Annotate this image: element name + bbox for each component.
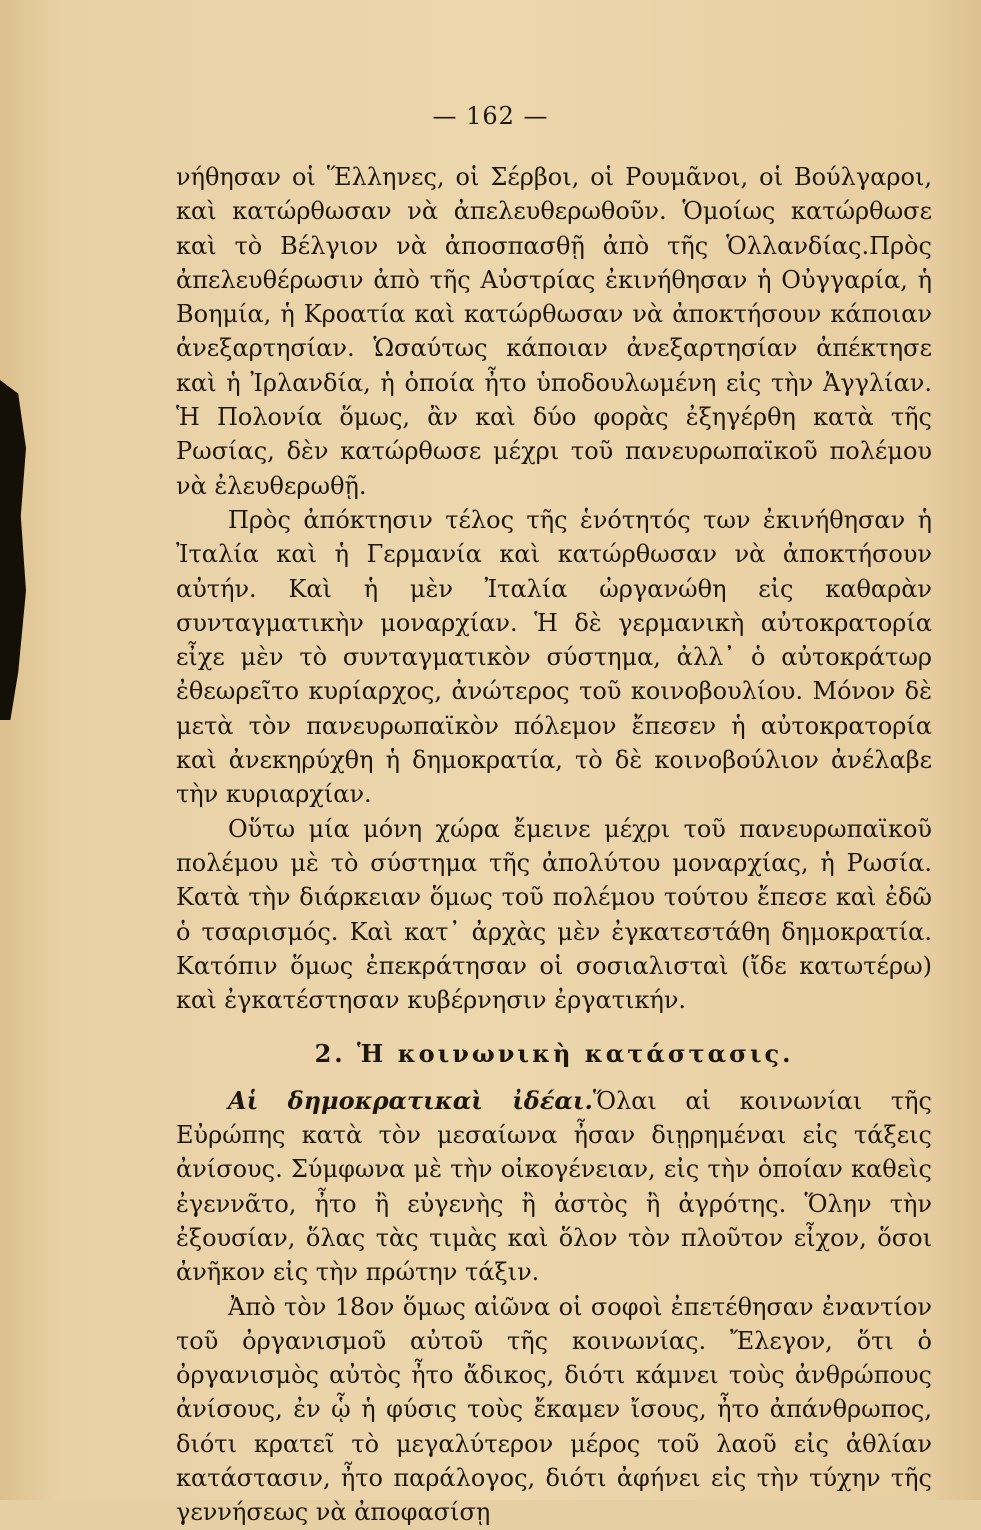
body-text — [176, 160, 932, 1530]
paragraph-4 — [176, 1084, 932, 1290]
section-heading: 2. Ἡ κοινωνικὴ κατάστασις. — [314, 1039, 794, 1069]
paragraph-2: Πρὸς ἀπόκτησιν τέλος τῆς ἑνότητός των ἐκινήθησαν ἡ Ἰταλία καὶ ἡ Γερμανία καὶ κατώρθωσαν νὰ ἀποκτήσουν αὐτήν. Καὶ ἡ μὲν Ἰταλία ὠργανώθη εἰς καθαρὰν συνταγματικὴν μοναρχίαν. Ἡ δὲ γερμανικὴ αὐτοκρατορία εἶχε μὲν τὸ συνταγματικὸν σύστημα, ἀλλ᾽ ὁ αὐτοκράτωρ ἐθεωρεῖτο κυρίαρχος, ἀνώτερος τοῦ κοινοβουλίου. Μόνον δὲ μετὰ τὸν πανευρωπαϊκὸν πόλεμον ἔπεσεν ἡ αὐτοκρατορία καὶ ἀνεκηρύχθη ἡ δημοκρατία, τὸ δὲ κοινοβούλιον ἀνέλαβε τὴν κυριαρχίαν. — [176, 505, 932, 809]
lead-term: Αἱ δημοκρατικαὶ ἰδέαι. — [228, 1085, 593, 1115]
paragraph-5: Ἀπὸ τὸν 18ον ὅμως αἰῶνα οἱ σοφοὶ ἐπετέθησαν ἐναντίον τοῦ ὀργανισμοῦ αὐτοῦ τῆς κοινωνίας. Ἔλεγον, ὅτι ὁ ὀργανισμὸς αὐτὸς ἦτο ἄδικος, διότι κάμνει τοὺς ἀνθρώπους ἀνίσους, ἐν ᾧ ἡ φύσις τοὺς ἔκαμεν ἴσους, ἦτο ἀπάνθρωπος, διότι κρατεῖ τὸ μεγαλύτερον μέρος τοῦ λαοῦ εἰς ἀθλίαν κατάστασιν, ἦτο παράλογος, διότι ἀφήνει εἰς τὴν τύχην τῆς γεννήσεως νὰ ἀποφασίσῃ — [176, 1292, 932, 1527]
torn-edge-mark — [0, 380, 26, 720]
paragraph-3: Οὕτω μία μόνη χώρα ἔμεινε μέχρι τοῦ πανευρωπαϊκοῦ πολέμου μὲ τὸ σύστημα τῆς ἀπολύτου μοναρχίας, ἡ Ρωσία. Κατὰ τὴν διάρκειαν ὅμως τοῦ πολέμου τούτου ἔπεσε καὶ ἐδῶ ὁ τσαρισμός. Καὶ κατ᾽ ἀρχὰς μὲν ἐγκατεστάθη δημοκρατία. Κατόπιν ὅμως ἐπεκράτησαν οἱ σοσιαλισταὶ (ἴδε κατωτέρω) καὶ ἐγκατέστησαν κυβέρνησιν ἐργατικήν. — [176, 814, 932, 1015]
page-number: — 162 — — [432, 102, 549, 130]
paragraph-1: νήθησαν οἱ Ἕλληνες, οἱ Σέρβοι, οἱ Ρουμᾶνοι, οἱ Βούλγαροι, καὶ κατώρθωσαν νὰ ἀπελευθερωθοῦν. Ὁμοίως κατώρθωσε καὶ τὸ Βέλγιον νὰ ἀποσπασθῇ ἀπὸ τῆς Ὁλλανδίας.Πρὸς ἀπελευθέρωσιν ἀπὸ τῆς Αὐστρίας ἐκινήθησαν ἡ Οὐγγαρία, ἡ Βοημία, ἡ Κροατία καὶ κατώρθωσαν νὰ ἀποκτήσουν κάποιαν ἀνεξαρτησίαν. Ὡσαύτως κάποιαν ἀνεξαρτησίαν ἀπέκτησε καὶ ἡ Ἰρλανδία, ἡ ὁποία ἦτο ὑποδουλωμένη εἰς τὴν Ἀγγλίαν. Ἡ Πολονία ὅμως, ἂν καὶ δύο φορὰς ἐξηγέρθη κατὰ τῆς Ρωσίας, δὲν κατώρθωσε μέχρι τοῦ πανευρωπαϊκοῦ πολέμου νὰ ἐλευθερωθῇ. — [176, 163, 932, 500]
paragraph-4-text: Ὅλαι αἱ κοινωνίαι τῆς Εὐρώπης κατὰ τὸν μεσαίωνα ἦσαν διῃρημέναι εἰς τάξεις ἀνίσους. Σύμφωνα μὲ τὴν οἰκογένειαν, εἰς τὴν ὁποίαν καθεὶς ἐγεννᾶτο, ἦτο ἢ εὐγενὴς ἢ ἀστὸς ἢ ἀγρότης. Ὅλην τὴν ἐξουσίαν, ὅλας τὰς τιμὰς καὶ ὅλον τὸν πλοῦτον εἶχον, ὅσοι ἀνῆκον εἰς τὴν πρώτην τάξιν. — [176, 1086, 932, 1287]
